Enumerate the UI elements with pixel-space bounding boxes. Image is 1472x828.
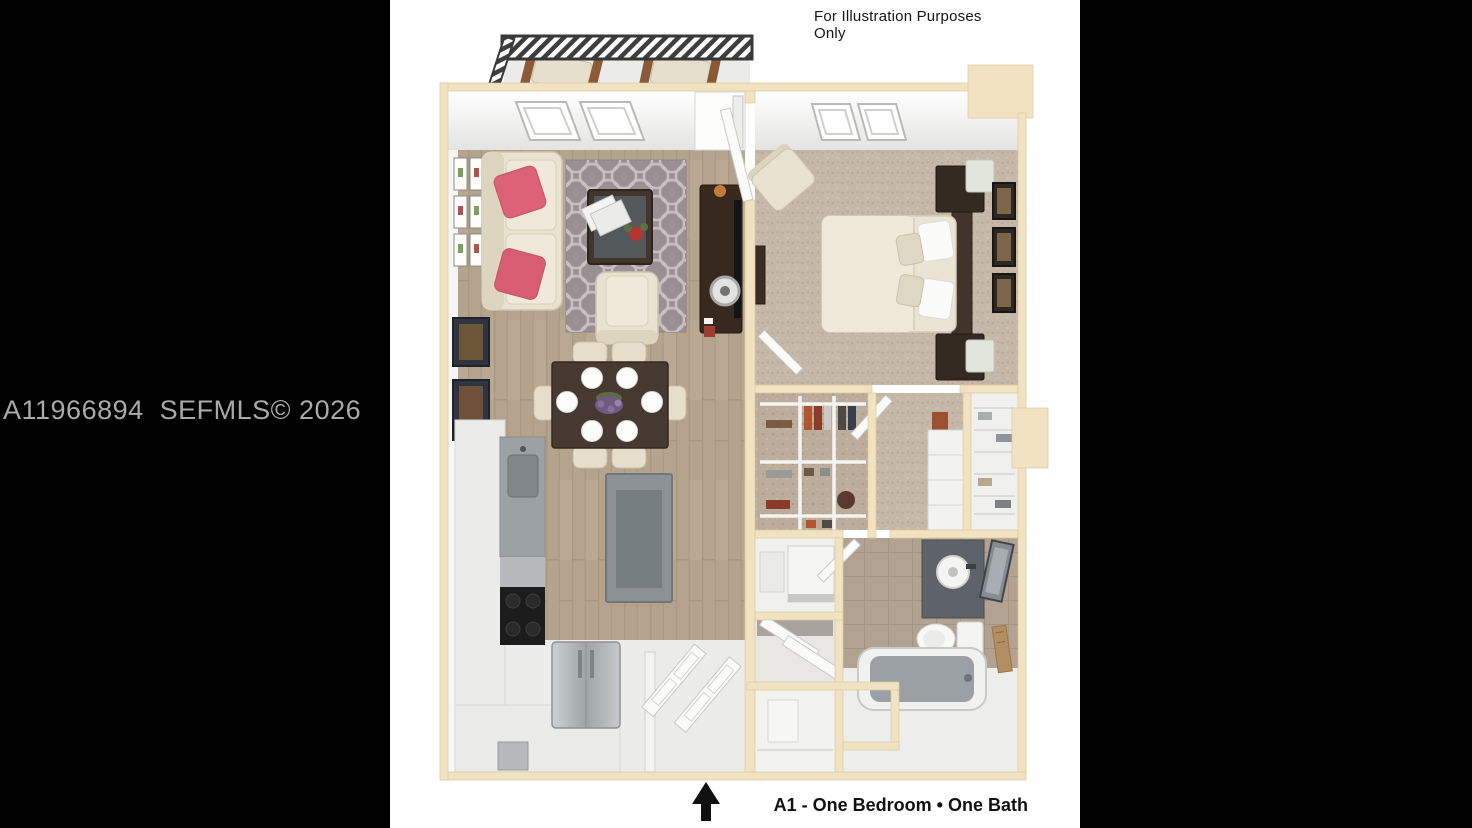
bedroom-wall-art (993, 183, 1015, 312)
plan-title: A1 - One Bedroom • One Bath (773, 795, 1028, 815)
bed (822, 210, 972, 338)
refrigerator (552, 642, 620, 728)
coffee-table (581, 190, 652, 264)
floor-lamp (711, 277, 739, 305)
mls-watermark: A11966894 SEFMLS© 2026 (3, 395, 362, 425)
bathtub (858, 648, 986, 710)
illustration-disclaimer: For Illustration Purposes Only (814, 8, 982, 42)
north-arrow-icon (688, 781, 724, 823)
tv-console (700, 185, 742, 337)
floor-plan-canvas (390, 0, 1080, 828)
dresser (928, 430, 964, 530)
cooktop (500, 587, 545, 645)
floor-plan-image (390, 0, 1080, 828)
sofa (482, 152, 562, 310)
table-lamp (966, 160, 994, 192)
exterior-column (968, 65, 1033, 118)
table-lamp (966, 340, 994, 372)
centerpiece-flowers (595, 392, 623, 414)
kitchen-sink (508, 455, 538, 497)
vanity-sink (922, 540, 984, 618)
accent-pillow (895, 233, 924, 267)
armchair (596, 272, 658, 344)
accent-pillow (896, 274, 925, 308)
